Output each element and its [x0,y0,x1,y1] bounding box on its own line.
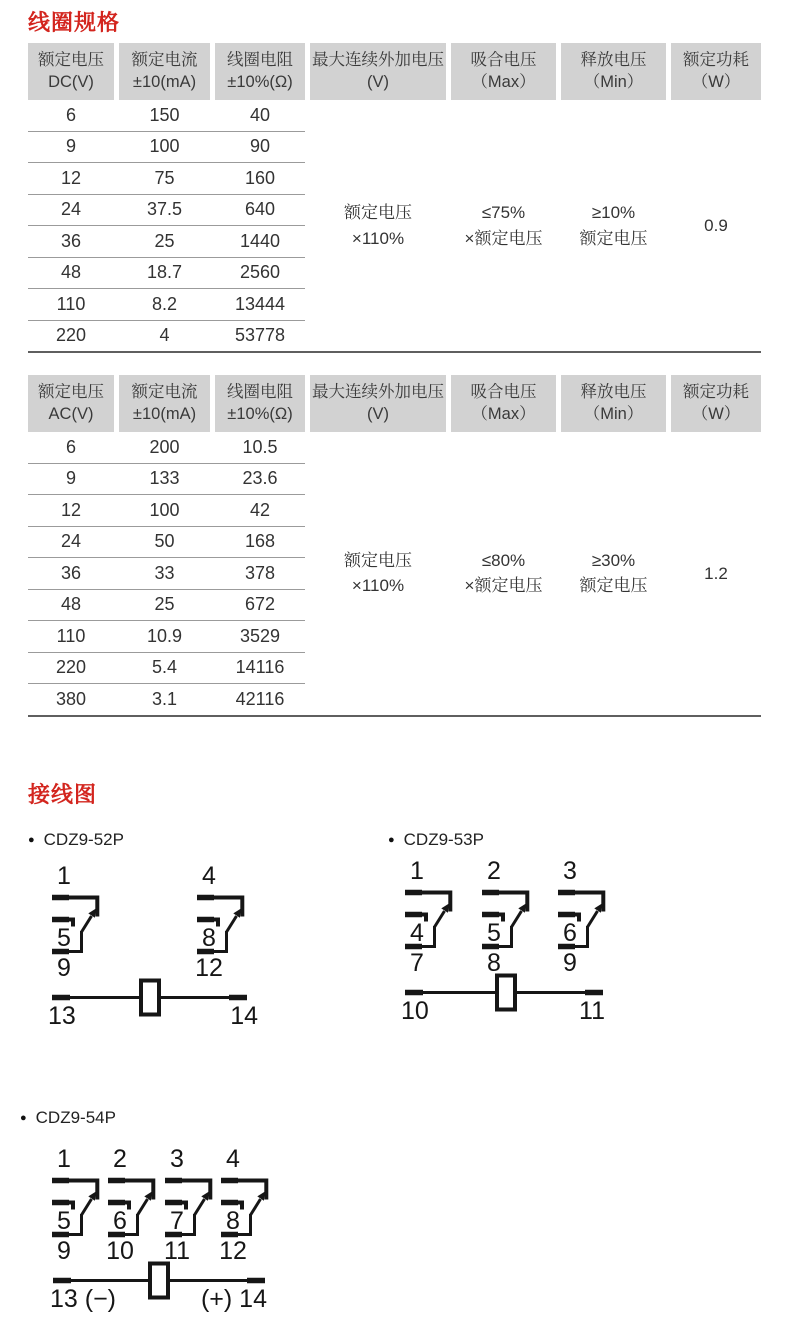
header-cell: 额定功耗 （W） [671,43,761,100]
cell-rated-current: 3.1 [151,688,178,709]
cell-rated-voltage: 380 [55,688,87,709]
terminal-label: 8 [226,1207,240,1235]
merged-cell-release-voltage: ≥10% 额定电压 [579,203,648,248]
cell-rated-current: 18.7 [146,262,183,283]
terminal-label: 9 [563,949,577,977]
cell-rated-voltage: 36 [60,562,82,583]
bullet-icon: ● [28,834,35,846]
header-cell: 额定电压 DC(V) [28,43,114,100]
coil-terminal-label: 11 [579,997,605,1025]
terminal-label: 1 [57,862,71,890]
header-cell: 额定功耗 （W） [671,375,761,432]
terminal-label: 8 [202,924,216,952]
cell-rated-voltage: 24 [60,531,82,552]
terminal-label: 8 [487,949,501,977]
table-row [28,684,305,715]
terminal-label: 2 [487,857,501,885]
merged-cell-rated-power: 0.9 [704,215,728,235]
terminal-label: 3 [563,857,577,885]
cell-rated-current: 4 [159,325,170,346]
model-name: CDZ9-53P [403,830,484,849]
table-row [28,195,305,227]
bullet-icon: ● [20,1112,27,1124]
cell-rated-voltage: 9 [65,136,76,157]
cell-coil-resistance: 640 [244,199,276,220]
dc-spec-table [28,43,761,353]
cell-rated-voltage: 6 [65,436,76,457]
table-row [28,258,305,290]
ac-merged-cells [310,432,761,715]
dc-table-rows [28,100,305,351]
terminal-label: 9 [57,954,71,982]
cell-coil-resistance: 378 [244,562,276,583]
cell-rated-voltage: 12 [60,167,82,188]
ac-spec-table [28,375,761,717]
cell-rated-current: 75 [154,167,175,188]
table-row [28,432,305,464]
merged-cell-pickup-voltage: ≤75% ×额定电压 [464,203,543,248]
cell-rated-voltage: 9 [65,468,76,489]
cell-rated-current: 100 [149,136,180,157]
terminal-label: 5 [57,1207,71,1235]
terminal-label: 10 [106,1237,134,1265]
terminal-label: 12 [195,954,223,982]
terminal-label: 5 [487,919,501,947]
cell-rated-voltage: 220 [55,657,87,678]
cell-coil-resistance: 168 [244,531,276,552]
table-row [28,163,305,195]
header-cell: 线圈电阻 ±10%(Ω) [215,375,305,432]
table-row [28,464,305,496]
model-name: CDZ9-52P [43,830,124,849]
merged-cell-max-applied-voltage: 额定电压 ×110% [344,203,412,248]
terminal-label: 2 [113,1145,127,1173]
cell-coil-resistance: 40 [249,104,271,125]
ac-table-header [28,375,761,432]
coil-terminal-label: 14 [230,1002,258,1030]
table-row [28,527,305,559]
cell-coil-resistance: 42116 [235,688,285,709]
cell-rated-current: 10.9 [146,625,183,646]
cell-rated-current: 50 [154,531,175,552]
table-row [28,558,305,590]
terminal-label: 11 [164,1237,190,1265]
coil-terminal-label: 13 (−) [50,1285,117,1313]
header-cell: 额定电压 AC(V) [28,375,114,432]
terminal-label: 12 [219,1237,247,1265]
coil-spec-title: 线圈规格 [28,10,121,35]
cell-coil-resistance: 2560 [239,262,281,283]
table-row [28,590,305,622]
table-row [28,653,305,685]
ac-table-rows [28,432,305,715]
terminal-label: 7 [410,949,424,977]
contact-diagram-54p [40,1145,290,1325]
cell-rated-current: 25 [154,230,175,251]
cell-coil-resistance: 23.6 [242,468,278,489]
header-cell: 额定电流 ±10(mA) [119,43,210,100]
table-row [28,495,305,527]
merged-cell-rated-power: 1.2 [704,563,728,583]
cell-coil-resistance: 14116 [235,657,285,678]
cell-coil-resistance: 672 [244,594,276,615]
terminal-label: 9 [57,1237,71,1265]
coil-terminal-label: 13 [48,1002,76,1030]
model-name: CDZ9-54P [35,1108,116,1127]
cell-rated-voltage: 220 [55,325,87,346]
terminal-label: 4 [410,919,424,947]
table-row [28,132,305,164]
dc-merged-cells [310,100,761,351]
cell-rated-current: 8.2 [151,293,178,314]
cell-rated-current: 200 [149,436,180,457]
dc-table-header [28,43,761,100]
coil-terminal-label: (+) 14 [200,1285,267,1313]
terminal-label: 4 [202,862,216,890]
terminal-label: 7 [170,1207,184,1235]
header-cell: 最大连续外加电压 (V) [310,43,446,100]
table-row [28,289,305,321]
model-label-52p [28,830,124,850]
header-cell: 吸合电压 （Max） [451,43,556,100]
table-row [28,621,305,653]
cell-rated-current: 37.5 [146,199,183,220]
cell-rated-voltage: 36 [60,230,82,251]
table-row [28,226,305,258]
header-cell: 最大连续外加电压 (V) [310,375,446,432]
cell-coil-resistance: 13444 [234,293,286,314]
cell-rated-voltage: 48 [60,262,82,283]
cell-coil-resistance: 160 [244,167,276,188]
table-row [28,100,305,132]
cell-rated-voltage: 12 [60,499,82,520]
cell-rated-voltage: 110 [56,625,86,646]
cell-rated-voltage: 6 [65,104,76,125]
header-cell: 释放电压 （Min） [561,43,666,100]
cell-rated-voltage: 110 [56,293,86,314]
model-label-54p [20,1108,116,1128]
cell-coil-resistance: 42 [249,499,271,520]
wiring-diagram-title: 接线图 [28,782,98,807]
terminal-label: 3 [170,1145,184,1173]
cell-rated-voltage: 24 [60,199,82,220]
cell-coil-resistance: 10.5 [242,436,278,457]
terminal-label: 1 [57,1145,71,1173]
cell-rated-current: 133 [149,468,180,489]
merged-cell-release-voltage: ≥30% 额定电压 [579,550,648,596]
merged-cell-pickup-voltage: ≤80% ×额定电压 [464,550,543,596]
cell-rated-current: 100 [149,499,180,520]
contact-diagram-52p [40,862,280,1037]
terminal-label: 6 [563,919,577,947]
model-label-53p [388,830,484,850]
cell-rated-current: 5.4 [151,657,178,678]
merged-cell-max-applied-voltage: 额定电压 ×110% [344,550,412,596]
cell-coil-resistance: 3529 [239,625,281,646]
cell-coil-resistance: 53778 [234,325,286,346]
bullet-icon: ● [388,834,395,846]
header-cell: 释放电压 （Min） [561,375,666,432]
header-cell: 线圈电阻 ±10%(Ω) [215,43,305,100]
terminal-label: 1 [410,857,424,885]
header-cell: 吸合电压 （Max） [451,375,556,432]
dc-table-body [28,100,761,353]
cell-coil-resistance: 1440 [239,230,281,251]
cell-rated-current: 25 [154,594,175,615]
cell-coil-resistance: 90 [249,136,271,157]
table-row [28,321,305,352]
coil-terminal-label: 10 [401,997,429,1025]
ac-table-body [28,432,761,717]
terminal-label: 4 [226,1145,240,1173]
contact-diagram-53p [395,857,635,1032]
cell-rated-voltage: 48 [60,594,82,615]
cell-rated-current: 150 [149,104,180,125]
cell-rated-current: 33 [154,562,175,583]
header-cell: 额定电流 ±10(mA) [119,375,210,432]
terminal-label: 5 [57,924,71,952]
terminal-label: 6 [113,1207,127,1235]
